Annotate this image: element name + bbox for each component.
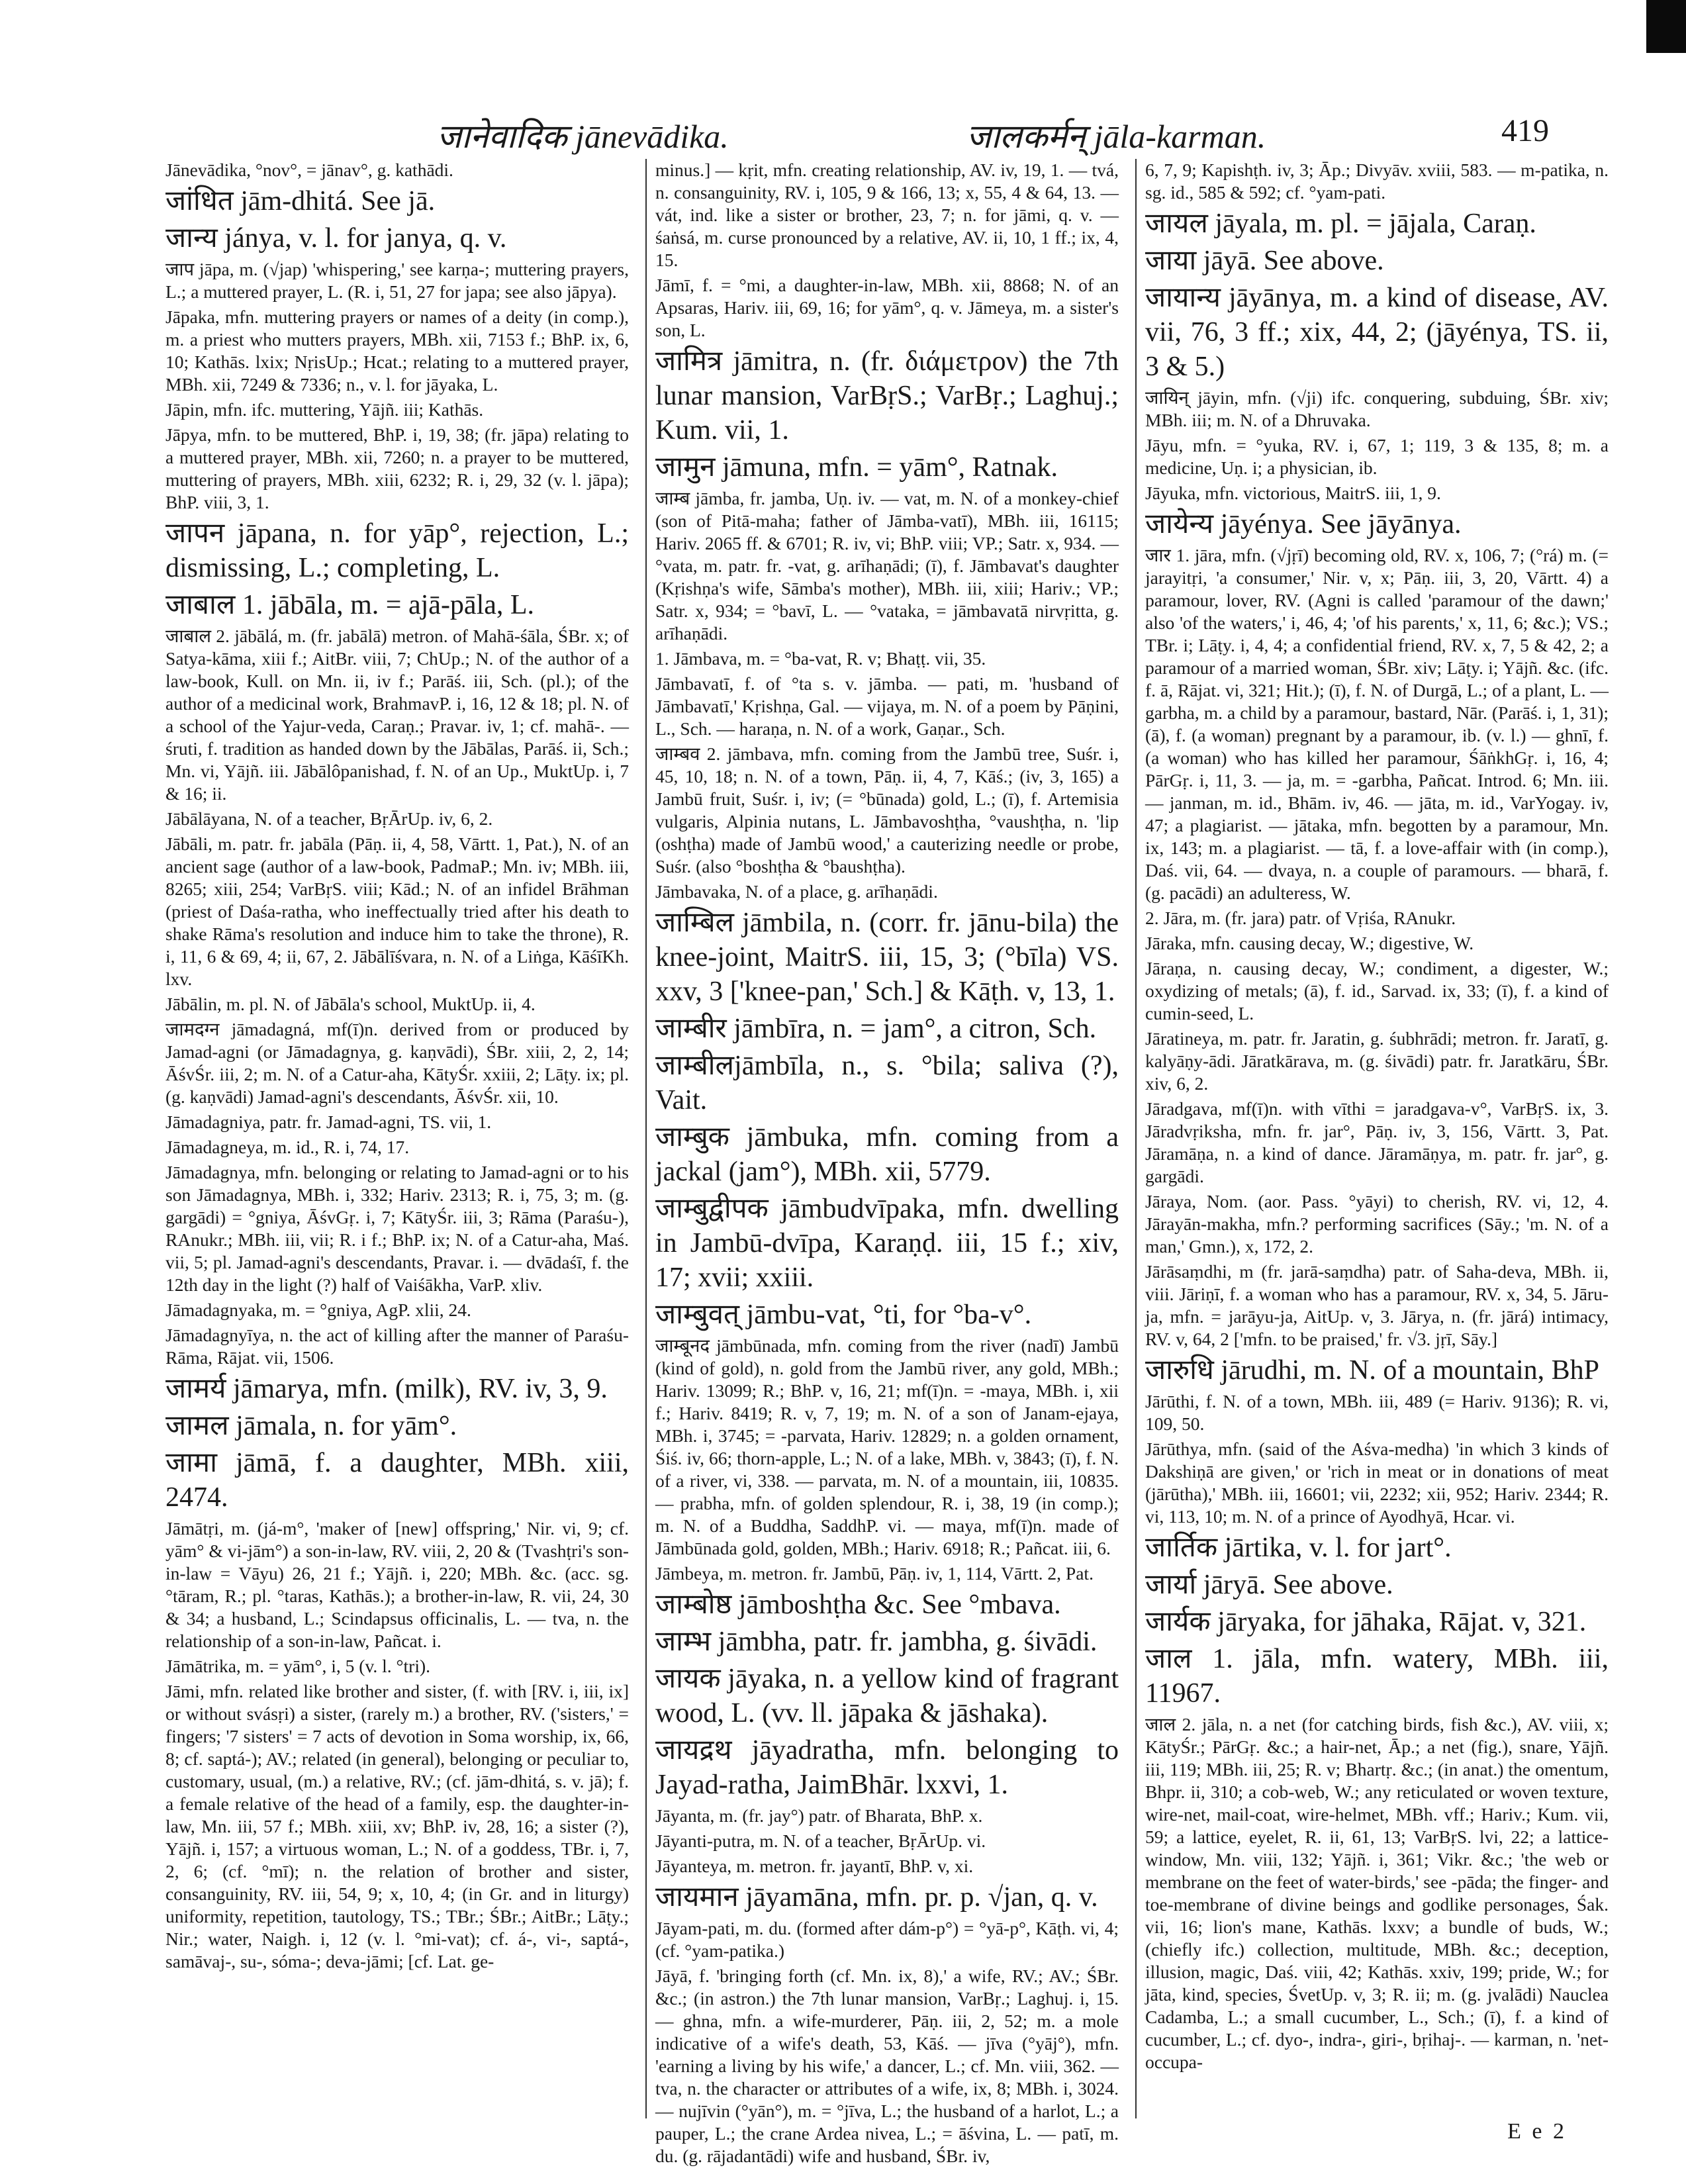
dictionary-entry: जार्यक jāryaka, for jāhaka, Rājat. v, 321. <box>1145 1607 1587 1637</box>
dictionary-entry: जाम्बिल jāmbila, n. (corr. fr. jānu-bila) the knee-joint, MaitrS. iii, 15, 3; (°bīla) VS. xxv, 3 ['knee-pan,' Sch.] & Kāṭh. v, 13, 1. <box>655 908 1119 1007</box>
dictionary-entry: Jāmi, mfn. related like brother and sister, (f. with [RV. i, iii, ix] or without svásṛi) a sister, (rarely m.) a brother, RV. ('sisters,' = fingers; '7 sisters' = 7 acts of devotion in Soma worship, ix, 66, 8; cf. saptá-); AV.; related (in general), belonging or peculiar to, customary, usual, (m.) a relative, RV.; (cf. jām-dhitá, s. v. jā); f. a female relative of the head of a family, esp. the daughter-in-law, Mn. iii, 57 f.; MBh. xiii, xv; BhP. iv, 28, 16; a sister (?), Yājñ. i, 157; a virtuous woman, L.; N. of a goddess, TBr. i, 7, 2, 6; (cf. °mī); n. the relation of brother and sister, consanguinity, RV. iii, 54, 9; x, 10, 4; (in Gr. and in liturgy) uniformity, repetition, tautology, TS.; TBr.; ŚBr.; AitBr.; Lāṭy.; Nir.; water, Naigh. i, 12 (v. l. °mi-vat); cf. á-, vi-, saptá-, samāvaj-, su-, sóma-; deva-jāmi; [cf. Lat. ge- <box>165 1681 629 1971</box>
dictionary-entry: Jāratineya, m. patr. fr. Jaratin, g. śubhrādi; metron. fr. Jaratī, g. kalyāṇy-ādi. Jāratkārava, m. (g. śivādi) patr. fr. Jaratkāru, ŚBr. xiv, 6, 2. <box>1145 1028 1609 1094</box>
dictionary-entry: Jāmadagnya, mfn. belonging or relating to Jamad-agni or to his son Jāmadagnya, MBh. i, 332; Hariv. 2313; R. i, 75, 3; m. (g. gargādi) = °gniya, ĀśvGṛ. i, 7; KātyŚr. iii, 3; Rāma (Paraśu-), RAnukr.; MBh. iii, vii; R. i f.; BhP. ix; N. of a Catur-aha, Maś. vii, 5; pl. Jamad-agni's descendants, Pravar. i. — dvādaśī, f. the 12th day in the light (?) half of Vaiśākha, VarP. xliv. <box>165 1162 629 1295</box>
dictionary-entry: 2. Jāra, m. (fr. jara) patr. of Vṛiśa, RAnukr. <box>1145 908 1456 928</box>
page-number: 419 <box>1501 113 1549 148</box>
dictionary-entry: जायद्रथ jāyadratha, mfn. belonging to Jayad-ratha, JaimBhār. lxxvi, 1. <box>655 1735 1119 1800</box>
dictionary-entry: Jāradgava, mf(ī)n. with vīthi = jaradgava-v°, VarBṛS. ix, 3. Jāradvṛiksha, mfn. fr. jar°, Pāṇ. iv, 3, 156, Vārtt. 3, Pat. Jāramāṇa, n. a kind of dance. Jāramāṇya, m. patr. fr. jar°, g. gargādi. <box>1145 1098 1609 1186</box>
dictionary-entry: Jāpin, mfn. ifc. muttering, Yājñ. iii; Kathās. <box>165 399 484 420</box>
dictionary-entry: Jāraya, Nom. (aor. Pass. °yāyi) to cherish, RV. vi, 12, 4. Jārayān-makha, mfn.? performing sacrifices (Sāy.; 'm. N. of a man,' Gmn.), x, 172, 2. <box>1145 1191 1609 1257</box>
dictionary-entry: जाम्बीलjāmbīla, n., s. °bila; saliva (?), Vait. <box>655 1051 1119 1116</box>
dictionary-entry: Jāyu, mfn. = °yuka, RV. i, 67, 1; 119, 3 & 135, 8; m. a medicine, Uṇ. i; a physician, ib. <box>1145 435 1609 478</box>
dictionary-entry: जामदग्न jāmadagná, mf(ī)n. derived from or produced by Jamad-agni (or Jāmadagnya, g. kaṇvādi), ŚBr. xiii, 2, 2, 14; ĀśvŚr. iii, 2; m. N. of a Catur-aha, KātyŚr. xxiii, 2; Lāṭy. ix; pl. (g. kaṇvādi) Jamad-agni's descendants, ĀśvŚr. xii, 10. <box>165 1019 629 1107</box>
dictionary-entry: Jāyanta, m. (fr. jay°) patr. of Bharata, BhP. x. <box>655 1805 983 1826</box>
dictionary-entry: जामुन jāmuna, mfn. = yām°, Ratnak. <box>655 452 1058 483</box>
dictionary-entry: जाम्बोष्ठ jāmboshṭha &c. See °mbava. <box>655 1590 1061 1620</box>
dictionary-entry: Jānevādika, °nov°, = jānav°, g. kathādi. <box>165 160 453 180</box>
dictionary-entry: जाप jāpa, m. (√jap) 'whispering,' see karṇa-; muttering prayers, L.; a muttered prayer, L. (R. i, 51, 27 for japa; see also jāpya). <box>165 259 629 302</box>
dictionary-entry: Jāyanti-putra, m. N. of a teacher, BṛĀrUp. vi. <box>655 1830 986 1851</box>
dictionary-entry: Jāmātṛi, m. (já-m°, 'maker of [new] offspring,' Nir. vi, 9; cf. yām° & vi-jām°) a son-in-law, RV. viii, 2, 20 & (Tvashṭri's son-in-law = Vāyu) 26, 21 f.; Yājñ. i, 220; MBh. &c. (acc. sg. °tāram, R.; pl. °taras, Kathās.); a brother-in-law, R. vii, 24, 30 & 34; a husband, L.; Scindapsus officinalis, L. — tva, n. the relationship of a son-in-law, Pañcat. i. <box>165 1518 629 1651</box>
column-divider <box>1135 159 1137 2118</box>
dictionary-entry: Jāmbavaka, N. of a place, g. arīhaṇādi. <box>655 881 938 902</box>
dictionary-entry: जाल 1. jāla, mfn. watery, MBh. iii, 11967. <box>1145 1644 1609 1709</box>
dictionary-entry: जायक jāyaka, n. a yellow kind of fragrant wood, L. (vv. ll. jāpaka & jāshaka). <box>655 1664 1119 1729</box>
scan-corner-mark <box>1646 0 1686 53</box>
column-2 <box>655 159 1119 2166</box>
dictionary-columns <box>165 159 1615 2166</box>
dictionary-entry: Jāmadagnyaka, m. = °gniya, AgP. xlii, 24. <box>165 1300 471 1320</box>
dictionary-entry: जाम्बुक jāmbuka, mfn. coming from a jackal (jam°), MBh. xii, 5779. <box>655 1122 1119 1187</box>
dictionary-entry: Jāyuka, mfn. victorious, MaitrS. iii, 1, 9. <box>1145 483 1441 503</box>
dictionary-entry: 1. Jāmbava, m. = °ba-vat, R. v; Bhaṭṭ. vii, 35. <box>655 648 986 669</box>
dictionary-entry: Jāmī, f. = °mi, a daughter-in-law, MBh. xii, 8868; N. of an Apsaras, Hariv. iii, 69, 16; for yām°, q. v. Jāmeya, m. a sister's son, L. <box>655 275 1119 340</box>
dictionary-entry: 6, 7, 9; Kapishṭh. iv, 3; Āp.; Divyāv. xviii, 583. — m-patika, n. sg. id., 585 & 592; cf. °yam-pati. <box>1145 160 1609 203</box>
dictionary-entry: जायिन् jāyin, mfn. (√ji) ifc. conquering, subduing, ŚBr. xiv; MBh. iii; m. N. of a Dhruvaka. <box>1145 387 1609 430</box>
dictionary-entry: जार 1. jāra, mfn. (√jṛī) becoming old, RV. x, 106, 7; (°rá) m. (= jarayitṛi, 'a consumer,' Nir. v, x; Pāṇ. iii, 3, 20, Vārtt. 4) a paramour, lover, RV. (Agni is called 'paramour of the dawn;' also 'of the waters,' i, 46, 4; 'of his parents,' x, 11, 6; &c.); VS.; TBr. i; Lāṭy. i, 4, 4; a confidential friend, RV. x, 7, 5 & 42, 2; a paramour of a married woman, ŚBr. xiv; Lāṭy. i; Yājñ. &c. (ifc. f. ā, Rājat. vi, 321; Hit.); (ī), f. N. of Durgā, L.; of a plant, L. — garbha, m. a child by a paramour, bastard, Nār. (Parāś. i, 1, 31); (ā), f. (a woman) pregnant by a paramour, ib. (v. l.) — ghnī, f. (a woman) who has killed her paramour, ŚāṅkhGṛ. i, 16, 4; PārGṛ. i, 11, 3. — ja, m. = -garbha, Pañcat. Introd. 6; Mn. iii. — janman, m. id., Bhām. iv, 46. — jāta, m. id., VarYogay. iv, 47; a plagiarist. — jātaka, mfn. begotten by a paramour, Mn. ix, 143; m. a plagiarist. — tā, f. a love-affair with (in comp.), Daś. vii, 64. — dvaya, n. a couple of paramours. — bharā, f. (g. pacādi) an adulteress, W. <box>1145 545 1609 903</box>
dictionary-entry: Jāpaka, mfn. muttering prayers or names of a deity (in comp.), m. a priest who mutters prayers, MBh. xii, 7153 f.; BhP. ix, 6, 10; Kathās. lxix; NṛisUp.; Hcat.; relating to a muttered prayer, MBh. xii, 7249 & 7336; n., v. l. for jāyaka, L. <box>165 307 629 395</box>
dictionary-entry: जाबाल 1. jābāla, m. = ajā-pāla, L. <box>165 590 535 620</box>
dictionary-entry: Jāmbavatī, f. of °ta s. v. jāmba. — pati, m. 'husband of Jāmbavatī,' Kṛishṇa, Gal. — vijaya, m. N. of a poem by Pāṇini, L., Sch. — haraṇa, n. N. of a work, Gaṇar., Sch. <box>655 673 1119 739</box>
dictionary-entry: Jābālāyana, N. of a teacher, BṛĀrUp. iv, 6, 2. <box>165 808 493 829</box>
dictionary-entry: Jāmadagneya, m. id., R. i, 74, 17. <box>165 1137 410 1157</box>
dictionary-entry: Jāmbeya, m. metron. fr. Jambū, Pāṇ. iv, 1, 114, Vārtt. 2, Pat. <box>655 1563 1094 1584</box>
dictionary-entry: Jārūthi, f. N. of a town, MBh. iii, 489 (= Hariv. 9136); R. vi, 109, 50. <box>1145 1391 1609 1434</box>
column-1 <box>165 159 629 2132</box>
dictionary-entry: जामल jāmala, n. for yām°. <box>165 1411 457 1441</box>
dictionary-entry: जायेन्य jāyénya. See jāyānya. <box>1145 509 1462 540</box>
dictionary-entry: Jābālin, m. pl. N. of Jābāla's school, MuktUp. ii, 4. <box>165 994 536 1014</box>
dictionary-entry: जान्य jánya, v. l. for janya, q. v. <box>165 223 507 254</box>
dictionary-entry: Jārūthya, mfn. (said of the Aśva-medha) 'in which 3 kinds of Dakshiṇā are given,' or 'rich in meat or in donations of meat (jārūtha),' MBh. iii, 16601; vii, 2232; xii, 952; Hariv. 2344; R. vi, 113, 10; m. N. of a prince of Ayodhyā, Hcar. vi. <box>1145 1439 1609 1527</box>
dictionary-entry: Jāyanteya, m. metron. fr. jayantī, BhP. v, xi. <box>655 1856 974 1876</box>
running-head-left: जानेवादिक jānevādika. <box>437 118 729 155</box>
dictionary-entry: जायमान jāyamāna, mfn. pr. p. √jan, q. v. <box>655 1882 1098 1913</box>
dictionary-entry: जाबाल 2. jābālá, m. (fr. jabālā) metron. of Mahā-śāla, ŚBr. x; of Satya-kāma, xiii f.; AitBr. viii, 7; ChUp.; N. of the author of a law-book, Kull. on Mn. ii, iv f.; Parāś. iii, Sch. (pl.); of the author of a medicinal work, BrahmavP. i, 16, 12 & 18; pl. N. of a school of the Yajur-veda, Caraṇ.; Pravar. iv, 1; cf. mahā-. — śruti, f. tradition as handed down by the Jābālas, Parāś. ii, Sch.; Mn. vi, Yājñ. iii. Jābālôpanishad, f. N. of an Up., MuktUp. i, 7 & 16; ii. <box>165 626 629 804</box>
dictionary-entry: जामित्र jāmitra, n. (fr. διάμετρον) the 7th lunar mansion, VarBṛS.; VarBṛ.; Laghuj.; Kum. vii, 1. <box>655 346 1119 446</box>
dictionary-entry: जार्तिक jārtika, v. l. for jart°. <box>1145 1533 1452 1563</box>
dictionary-entry: जाम्भ jāmbha, patr. fr. jambha, g. śivādi. <box>655 1627 1098 1657</box>
dictionary-entry: जाम्बव 2. jāmbava, mfn. coming from the Jambū tree, Suśr. i, 45, 10, 18; n. N. of a town, Pāṇ. ii, 4, 7, Kāś.; (iv, 3, 165) a Jambū fruit, Suśr. i, iv; (= °būnada) gold, L.; (ī), f. Artemisia vulgaris, Alpinia nutans, L. Jāmbavoshṭha, °vaushṭha, n. 'lip (oshṭha) made of Jambū wood,' a cauterizing needle or probe, Suśr. (also °boshṭha & °baushṭha). <box>655 743 1119 877</box>
dictionary-entry: जाया jāyā. See above. <box>1145 246 1384 276</box>
column-divider <box>645 159 647 2118</box>
page-header <box>106 113 1589 155</box>
dictionary-entry: Jāyam-pati, m. du. (formed after dám-p°) = °yā-p°, Kāṭh. vi, 4; (cf. °yam-patika.) <box>655 1918 1119 1961</box>
dictionary-entry: जामा jāmā, f. a daughter, MBh. xiii, 2474. <box>165 1448 629 1513</box>
running-head-right: जालकर्मन् jāla-karman. <box>966 118 1266 155</box>
dictionary-entry: जाम्बूनद jāmbūnada, mfn. coming from the river (nadī) Jambū (kind of gold), n. gold from the Jambū river, any gold, MBh.; Hariv. 13099; R.; BhP. v, 16, 21; mf(ī)n. = -maya, MBh. i, xii f.; Hariv. 8419; R. v, 7, 19; m. N. of a son of Janam-ejaya, MBh. i, 3745; = -parvata, Hariv. 12829; n. a golden ornament, Śiś. iv, 66; thorn-apple, L.; N. of a lake, MBh. v, 3843; (ī), f. N. of a river, vi, 338. — parvata, m. N. of a mountain, iii, 10835. — prabha, mfn. of golden splendour, R. i, 38, 19 (in comp.); m. N. of a Buddha, SaddhP. vi. — maya, mf(ī)n. made of Jāmbūnada gold, golden, MBh.; Hariv. 6918; R.; Pañcat. iii, 6. <box>655 1335 1119 1558</box>
dictionary-entry: Jāpya, mfn. to be muttered, BhP. i, 19, 38; (fr. jāpa) relating to a muttered prayer, MBh. xii, 7260; n. a prayer to be muttered, muttering of prayers, MBh. xiii, 6232; R. i, 29, 32 (v. l. jāpa); BhP. viii, 3, 1. <box>165 424 629 512</box>
dictionary-entry: Jāraṇa, n. causing decay, W.; condiment, a digester, W.; oxydizing of metals; (ā), f. id., Sarvad. ix, 33; (ī), f. a kind of cumin-seed, L. <box>1145 958 1609 1023</box>
dictionary-entry: जाम्बीर jāmbīra, n. = jam°, a citron, Sch. <box>655 1014 1097 1044</box>
dictionary-entry: जाम्ब jāmba, fr. jamba, Uṇ. iv. — vat, m. N. of a monkey-chief (son of Pitā-maha; father of Jāmba-vatī), MBh. iii, 16115; Hariv. 2065 ff. & 6701; R. iv, vi; BhP. viii; VP.; Satr. x, 934. — °vata, m. patr. fr. -vat, g. arīhaṇādi; (ī), f. Jāmbavat's daughter (Kṛishṇa's wife, Sāmba's mother), MBh. iii, xiii; Hariv.; VP.; Satr. x, 934; = °bavī, L. — °vataka, = jāmbavatā nirvṛitta, g. arīhaṇādi. <box>655 488 1119 643</box>
dictionary-entry: जांधित jām-dhitá. See jā. <box>165 186 436 216</box>
dictionary-entry: जाम्बुद्वीपक jāmbudvīpaka, mfn. dwelling in Jambū-dvīpa, Karaṇḍ. iii, 15 f.; xiv, 17; xvii; xxiii. <box>655 1194 1119 1293</box>
dictionary-entry: Jāraka, mfn. causing decay, W.; digestive, W. <box>1145 933 1474 953</box>
dictionary-entry: minus.] — kṛit, mfn. creating relationship, AV. iv, 19, 1. — tvá, n. consanguinity, RV. i, 105, 9 & 166, 13; x, 55, 4 & 64, 13. — vát, ind. like a sister or brother, 23, 7; n. for jāmi, q. v. — śaṅsá, m. curse pronounced by a relative, AV. ii, 10, 1 ff.; ix, 4, 15. <box>655 160 1119 270</box>
dictionary-entry: जायान्य jāyānya, m. a kind of disease, AV. vii, 76, 3 ff.; xix, 44, 2; (jāyénya, TS. ii, 3 & 5.) <box>1145 283 1609 382</box>
dictionary-entry: Jāmātrika, m. = yām°, i, 5 (v. l. °tri). <box>165 1656 431 1676</box>
dictionary-entry: जार्या jāryā. See above. <box>1145 1570 1393 1600</box>
dictionary-entry: Jāyā, f. 'bringing forth (cf. Mn. ix, 8),' a wife, RV.; AV.; ŚBr. &c.; (in astron.) the 7th lunar mansion, VarBṛ.; Laghuj. i, 15. — ghna, mfn. a wife-murderer, Pāṇ. iii, 2, 52; m. a mole indicative of a wife's death, 53, Kāś. — jīva (°yāj°), mfn. 'earning a living by his wife,' a dancer, L.; cf. Mn. viii, 362. — tva, n. the character or attributes of a wife, ix, 8; MBh. i, 3024. — nujīvin (°yān°), m. = °jīva, L.; the husband of a harlot, L.; a pauper, L.; the crane Ardea nivea, L.; = āśvina, L. — patī, m. du. (g. rājadantādi) wife and husband, ŚBr. iv, <box>655 1966 1119 2166</box>
dictionary-entry: Jābāli, m. patr. fr. jabāla (Pāṇ. ii, 4, 58, Vārtt. 1, Pat.), N. of an ancient sage (author of a law-book, PadmaP.; Mn. iv; MBh. iii, 8265; xiii, 254; VarBṛS. viii; Kād.; N. of an infidel Brāhman (priest of Daśa-ratha, who ineffectually tried after his death to shake Rāma's resolution and induce him to take the throne), R. i, 11, 6 & 69, 4; ii, 67, 2. Jābālīśvara, n. N. of a Liṅga, KāśīKh. lxv. <box>165 833 629 989</box>
dictionary-entry: जाम्बुवत् jāmbu-vat, °ti, for °ba-v°. <box>655 1300 1032 1330</box>
signature-mark: E e 2 <box>1507 2119 1567 2144</box>
dictionary-entry: जापन jāpana, n. for yāp°, rejection, L.; dismissing, L.; completing, L. <box>165 518 629 583</box>
dictionary-entry: Jārāsaṃdhi, m (fr. jarā-saṃdha) patr. of Saha-deva, MBh. ii, viii. Jāriṇī, f. a woman who has a paramour, RV. x, 34, 5. Jāru-ja, mfn. = jarāyu-ja, AitUp. v, 3. Jārya, n. (fr. jārá) intimacy, RV. v, 64, 2 ['mfn. to be praised,' fr. √3. jṛī, Sāy.] <box>1145 1261 1609 1349</box>
dictionary-entry: Jāmadagniya, patr. fr. Jamad-agni, TS. vii, 1. <box>165 1112 492 1132</box>
dictionary-entry: जाल 2. jāla, n. a net (for catching birds, fish &c.), AV. viii, x; KātyŚr.; PārGṛ. &c.; a hair-net, Āp.; a net (fig.), snare, Yājñ. iii, 119; MBh. iii, 25; R. v; Bhartṛ. &c.; (in anat.) the omentum, Bhpr. ii, 310; a cob-web, W.; any reticulated or woven texture, wire-net, mail-coat, wire-helmet, MBh. vff.; Hariv.; Kum. vii, 59; a lattice, eyelet, R. ii, 61, 13; VarBṛS. lvi, 22; a lattice-window, Mn. viii, 132; Yājñ. i, 361; Vikr. &c.; 'the web or membrane on the feet of water-birds,' see -pāda; the finger- and toe-membrane of divine beings and godlike personages, Śak. vii, 16; lion's mane, Kathās. lxxv; a bundle of buds, W.; (chiefly ifc.) collection, multitude, MBh. &c.; deception, illusion, magic, Daś. viii, 42; Kathās. xxiv, 199; pride, W.; for jāta, kind, species, ŚvetUp. v, 3; R. ii; m. (g. jvalādi) Nauclea Cadamba, L.; a small cucumber, L., Sch.; (ī), f. a kind of cucumber, L.; cf. dyo-, indra-, giri-, bṛihaj-. — karman, n. 'net-occupa- <box>1145 1714 1609 2072</box>
dictionary-entry: जामर्य jāmarya, mfn. (milk), RV. iv, 3, 9. <box>165 1374 608 1404</box>
column-3 <box>1145 159 1609 2132</box>
dictionary-entry: जारुधि jārudhi, m. N. of a mountain, BhP <box>1145 1355 1599 1386</box>
dictionary-entry: Jāmadagnyīya, n. the act of killing after the manner of Paraśu-Rāma, Rājat. vii, 1506. <box>165 1325 629 1368</box>
dictionary-entry: जायल jāyala, m. pl. = jājala, Caraṇ. <box>1145 209 1536 239</box>
